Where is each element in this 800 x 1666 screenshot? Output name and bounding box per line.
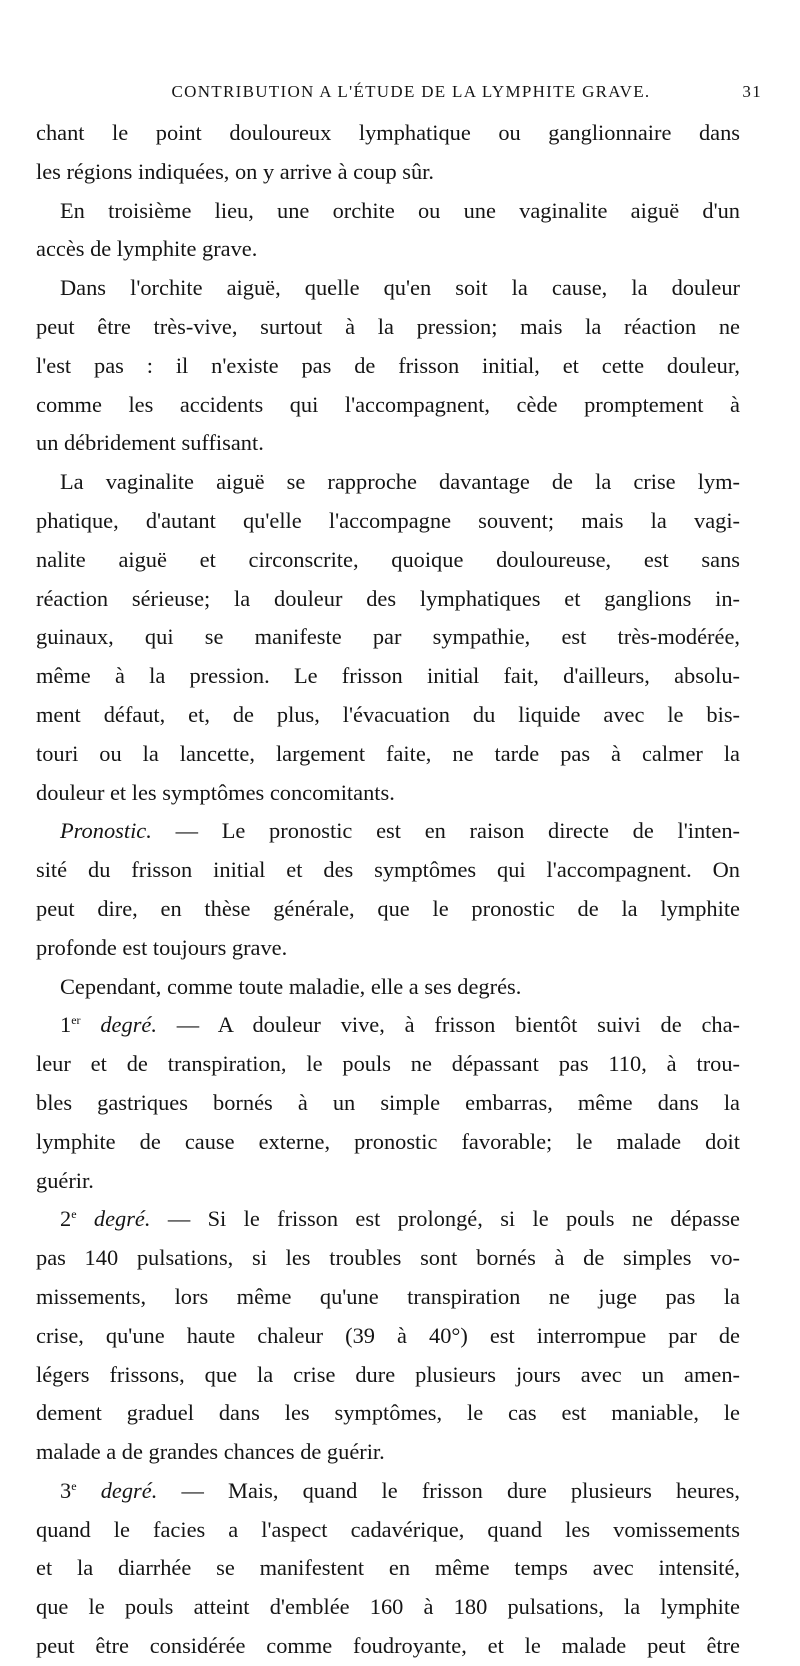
text-line: La vaginalite aiguë se rapproche davantage de la crise lym-: [60, 469, 740, 495]
text-line: peut dire, en thèse générale, que le pronostic de la lymphite: [36, 895, 740, 921]
text-line: l'est pas : il n'existe pas de frisson initial, et cette douleur,: [36, 352, 740, 378]
text-line: dement graduel dans les symptômes, le cas est maniable, le: [36, 1400, 740, 1426]
degree-3-heading: degré.: [100, 1477, 158, 1503]
degree-2-superscript: e: [71, 1207, 77, 1222]
text-line: et la diarrhée se manifestent en même temps avec intensité,: [36, 1555, 740, 1581]
text-line: peut être considérée comme foudroyante, et le malade peut être: [36, 1633, 740, 1659]
text-line: peut être très-vive, surtout à la pression; mais la réaction ne: [36, 313, 740, 339]
text-line: nalite aiguë et circonscrite, quoique douloureuse, est sans: [36, 546, 740, 572]
degree-3-number: 3: [60, 1477, 72, 1503]
text-run: — A douleur vive, à frisson bientôt suivi de cha-: [176, 1012, 740, 1038]
text-line: réaction sérieuse; la douleur des lymphatiques et ganglions in-: [36, 585, 740, 611]
text-line: quand le facies a l'aspect cadavérique, quand les vomissements: [36, 1516, 740, 1542]
text-line: même à la pression. Le frisson initial fait, d'ailleurs, absolu-: [36, 663, 740, 689]
text-line: crise, qu'une haute chaleur (39 à 40°) est interrompue par de: [36, 1322, 740, 1348]
text-line: Dans l'orchite aiguë, quelle qu'en soit la cause, la douleur: [60, 275, 740, 301]
running-title: CONTRIBUTION A L'ÉTUDE DE LA LYMPHITE GRAVE.: [171, 82, 651, 101]
page-header: [36, 82, 762, 108]
text-line: légers frissons, que la crise dure plusieurs jours avec un amen-: [36, 1361, 740, 1387]
pronostic-heading: Pronostic.: [60, 818, 152, 844]
text-line: En troisième lieu, une orchite ou une vaginalite aiguë d'un: [60, 197, 740, 223]
text-line: missements, lors même qu'une transpiration ne juge pas la: [36, 1283, 740, 1309]
text-line: [36, 1006, 740, 1045]
page-number: 31: [742, 82, 762, 101]
degree-3-superscript: e: [71, 1478, 77, 1493]
text-run: — Si le frisson est prolongé, si le pouls ne dépasse: [167, 1206, 740, 1232]
text-line: les régions indiquées, on y arrive à coup sûr.: [36, 158, 434, 184]
degree-2-heading: degré.: [93, 1206, 151, 1232]
text-line: lymphite de cause externe, pronostic favorable; le malade doit: [36, 1128, 740, 1154]
text-run: — Le pronostic est en raison directe de l'inten-: [175, 818, 740, 844]
text-line: guinaux, qui se manifeste par sympathie, est très-modérée,: [36, 624, 740, 650]
text-line: [36, 1472, 740, 1511]
degree-1-number: 1: [60, 1012, 72, 1038]
text-line: [36, 812, 740, 851]
text-line: que le pouls atteint d'emblée 160 à 180 pulsations, la lymphite: [36, 1594, 740, 1620]
degree-2-number: 2: [60, 1206, 72, 1232]
text-line: Cependant, comme toute maladie, elle a ses degrés.: [60, 973, 522, 999]
text-run: — Mais, quand le frisson dure plusieurs heures,: [181, 1477, 740, 1503]
text-line: touri ou la lancette, largement faite, ne tarde pas à calmer la: [36, 740, 740, 766]
text-line: un débridement suffisant.: [36, 430, 264, 456]
degree-1-heading: degré.: [100, 1012, 157, 1038]
text-line: ment défaut, et, de plus, l'évacuation du liquide avec le bis-: [36, 701, 740, 727]
text-line: pas 140 pulsations, si les troubles sont bornés à de simples vo-: [36, 1245, 740, 1271]
text-line: chant le point douloureux lymphatique ou ganglionnaire dans: [36, 120, 740, 145]
text-line: comme les accidents qui l'accompagnent, cède promptement à: [36, 391, 740, 417]
text-line: guérir.: [36, 1167, 94, 1193]
text-line: accès de lymphite grave.: [36, 236, 258, 262]
text-line: sité du frisson initial et des symptômes qui l'accompagnent. On: [36, 857, 740, 883]
text-line: phatique, d'autant qu'elle l'accompagne souvent; mais la vagi-: [36, 507, 740, 533]
text-line: malade a de grandes chances de guérir.: [36, 1439, 385, 1465]
text-line: [36, 1200, 740, 1239]
degree-1-superscript: er: [71, 1013, 81, 1028]
text-line: leur et de transpiration, le pouls ne dépassant pas 110, à trou-: [36, 1051, 740, 1077]
text-line: bles gastriques bornés à un simple embarras, même dans la: [36, 1089, 740, 1115]
body-text: [36, 114, 740, 1666]
text-line: douleur et les symptômes concomitants.: [36, 779, 395, 805]
text-line: profonde est toujours grave.: [36, 934, 288, 960]
